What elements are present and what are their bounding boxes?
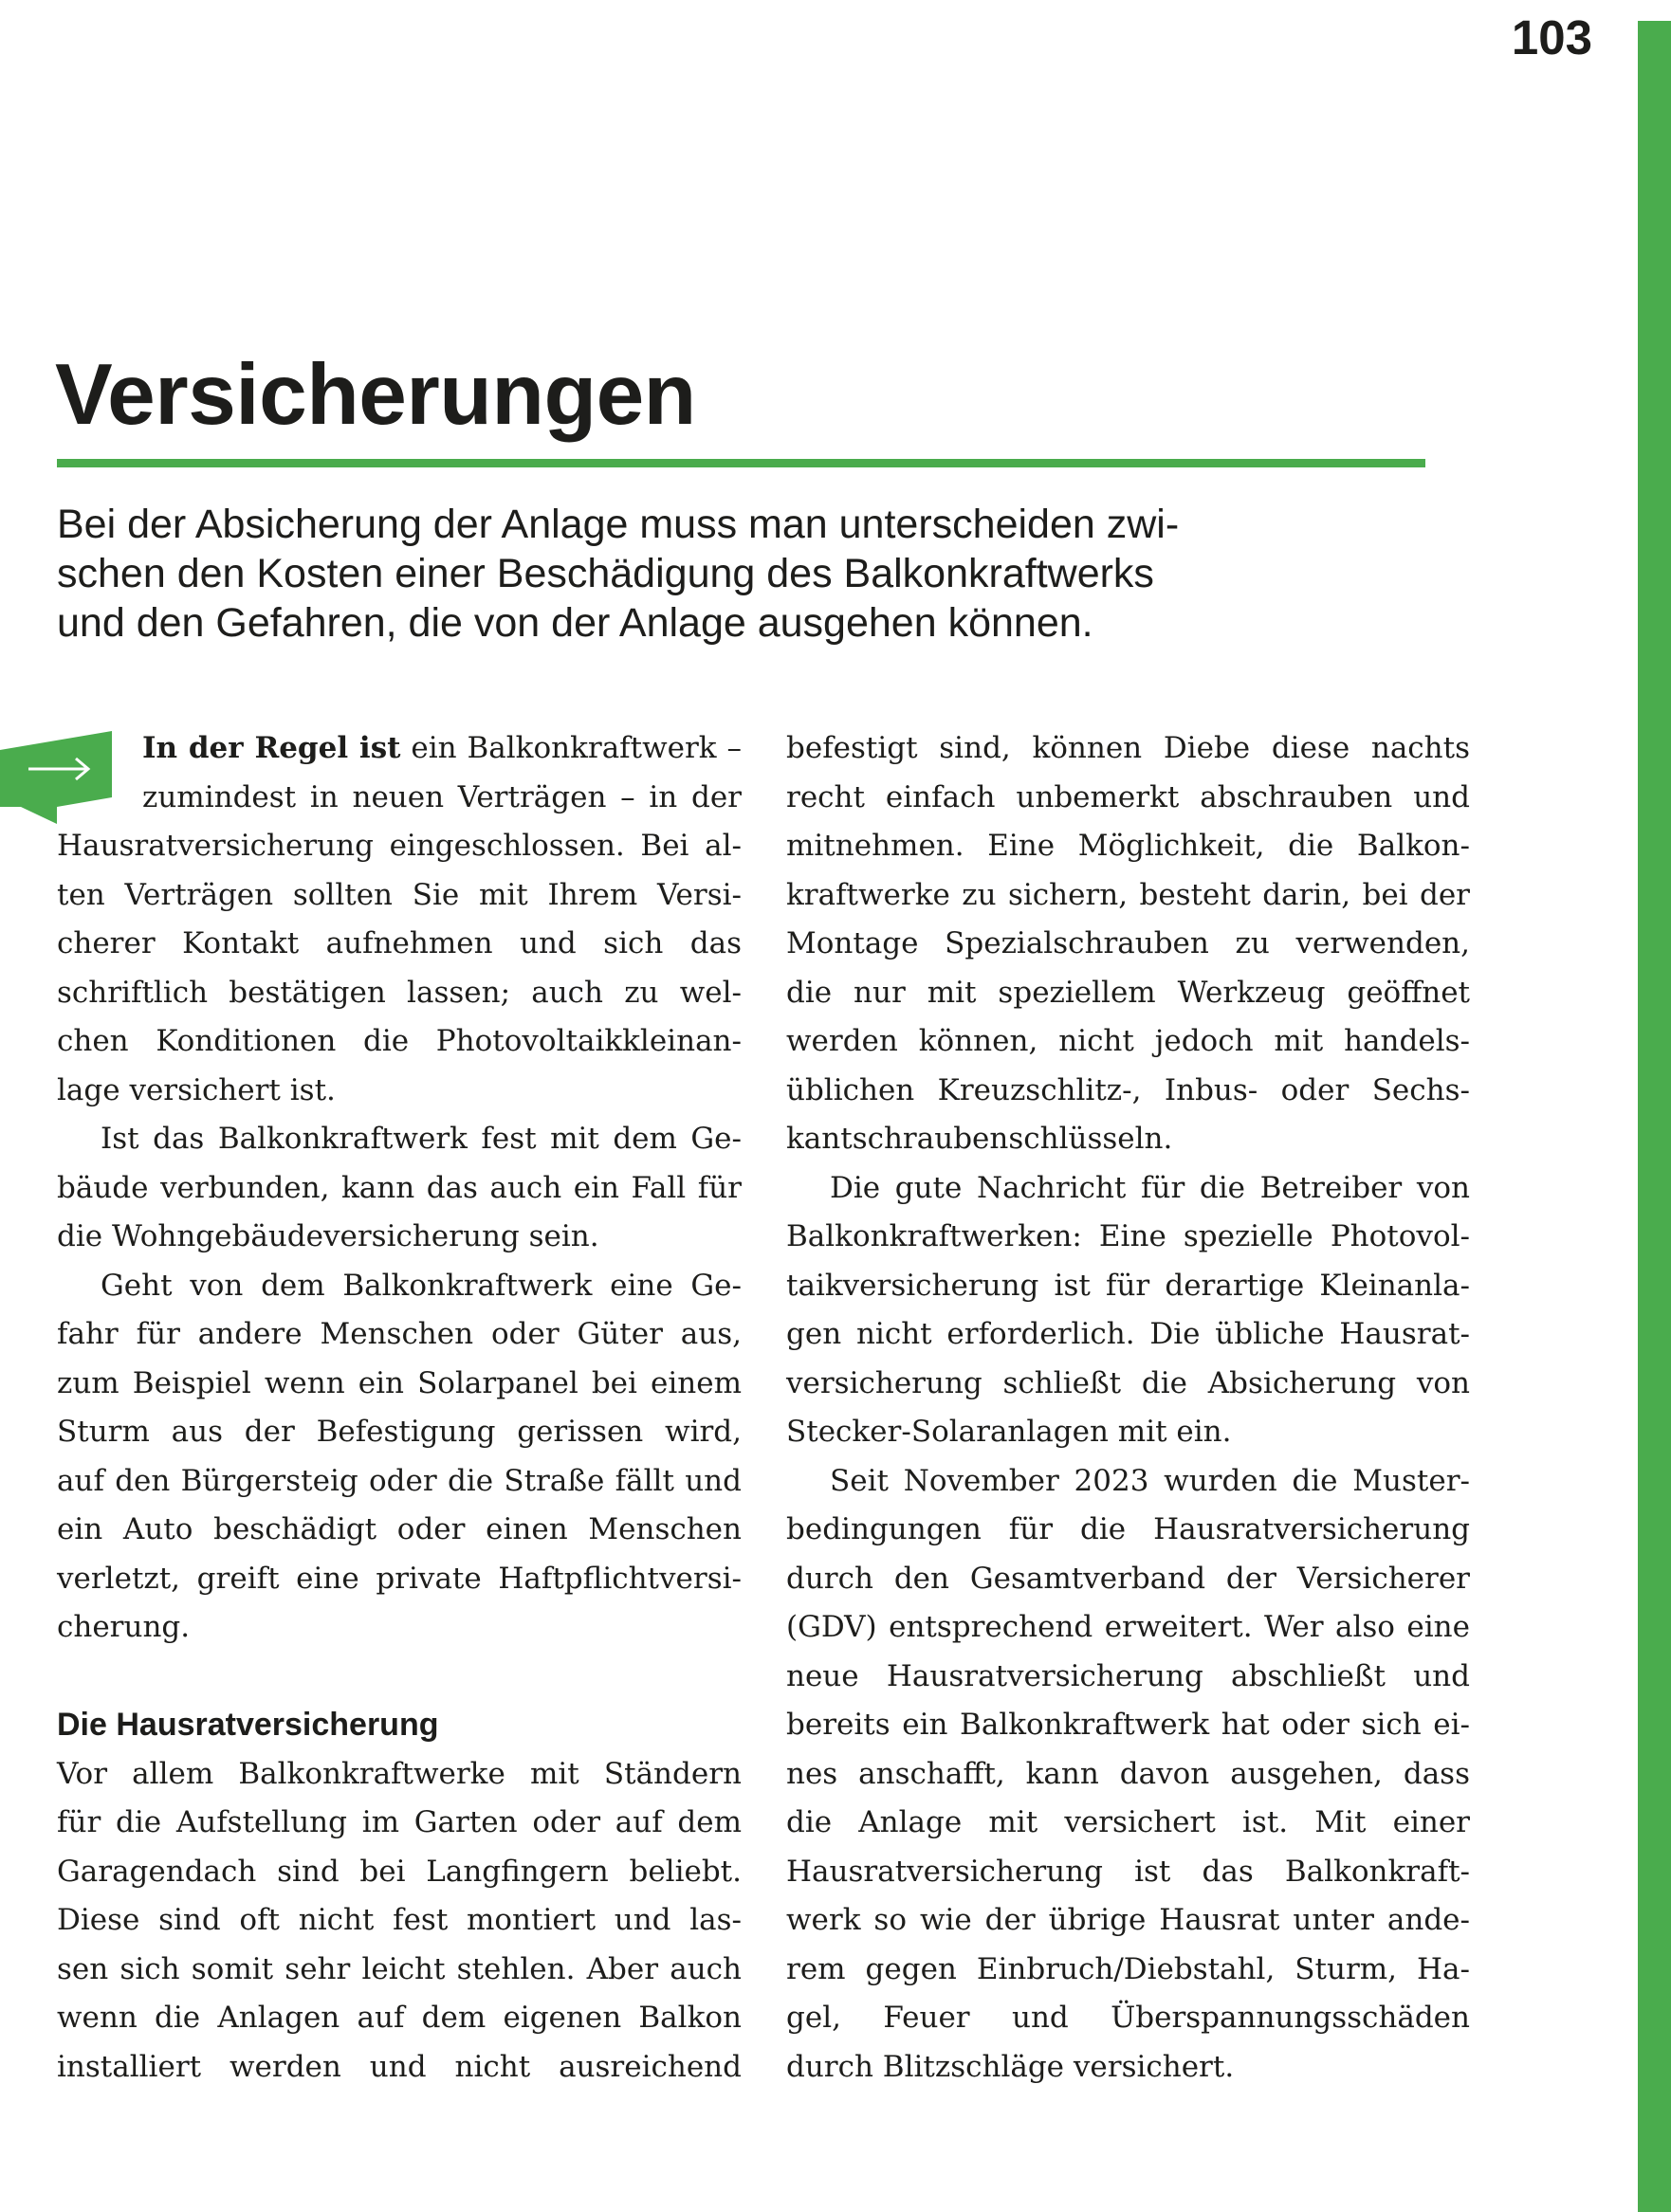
- text-line: Die gute Nachricht für die Betreiber von: [830, 1170, 1470, 1205]
- page-title: Versicherungen: [55, 347, 696, 443]
- text-line: gen nicht erforderlich. Die übliche Hausrat-: [786, 1317, 1470, 1351]
- text-line: [57, 724, 742, 774]
- title-underline: [57, 459, 1425, 467]
- text-line: zum Beispiel wenn ein Solarpanel bei einem: [57, 1365, 742, 1400]
- text-line: wenn die Anlagen auf dem eigenen Balkon: [57, 2001, 742, 2035]
- text-line: ein Auto beschädigt oder einen Menschen: [57, 1512, 742, 1546]
- text-line: Montage Spezialschrauben zu verwenden,: [786, 926, 1470, 960]
- text-line: Stecker-Solaranlagen mit ein.: [786, 1415, 1232, 1449]
- text-line: bereits ein Balkonkraftwerk hat oder sich ei-: [786, 1708, 1470, 1742]
- text-line: bedingungen für die Hausratversicherung: [786, 1512, 1470, 1546]
- lead-line: Bei der Absicherung der Anlage muss man unterscheiden zwi-: [57, 502, 1180, 547]
- text-line: neue Hausratversicherung abschließt und: [786, 1658, 1470, 1693]
- text-line: fahr für andere Menschen oder Güter aus,: [57, 1317, 742, 1351]
- section-subheading: Die Hausratversicherung: [57, 1707, 439, 1743]
- text-line: rem gegen Einbruch/Diebstahl, Sturm, Ha-: [786, 1951, 1470, 1986]
- text-line: durch Blitzschläge versichert.: [786, 2049, 1235, 2084]
- text-line: taikversicherung ist für derartige Kleinanla-: [786, 1268, 1470, 1303]
- text-line: für die Aufstellung im Garten oder auf dem: [57, 1805, 742, 1839]
- text-line: versicherung schließt die Absicherung von: [786, 1365, 1470, 1400]
- lead-paragraph: [57, 500, 1394, 648]
- text-line: verletzt, greift eine private Haftpflichtversi-: [57, 1561, 742, 1596]
- text-line: werden können, nicht jedoch mit handels-: [786, 1024, 1470, 1058]
- text-line: Ist das Balkonkraftwerk fest mit dem Ge-: [101, 1122, 742, 1156]
- text-line: Hausratversicherung ist das Balkonkraft-: [786, 1854, 1470, 1889]
- text-line: ten Verträgen sollten Sie mit Ihrem Versi-: [57, 877, 742, 912]
- text-line: Geht von dem Balkonkraftwerk eine Ge-: [101, 1268, 742, 1303]
- text-line: lage versichert ist.: [57, 1072, 336, 1107]
- text-line: installiert werden und nicht ausreichend: [57, 2049, 742, 2084]
- text-line: recht einfach unbemerkt abschrauben und: [786, 779, 1470, 814]
- page-number: 103: [1511, 10, 1592, 64]
- text-line: chen Konditionen die Photovoltaikkleinan-: [57, 1024, 742, 1058]
- text-line: kantschraubenschlüsseln.: [786, 1122, 1173, 1156]
- text-line: die nur mit speziellem Werkzeug geöffnet: [786, 975, 1470, 1010]
- text-line: werk so wie der übrige Hausrat unter ande-: [786, 1903, 1470, 1937]
- text-line: befestigt sind, können Diebe diese nachts: [786, 731, 1470, 765]
- left-column: [57, 724, 742, 2092]
- green-edge-bar: [1638, 21, 1671, 2212]
- right-column: [786, 724, 1470, 2092]
- text-line: mitnehmen. Eine Möglichkeit, die Balkon-: [786, 829, 1470, 863]
- text-line: (GDV) entsprechend erweitert. Wer also eine: [786, 1610, 1470, 1644]
- text-line: üblichen Kreuzschlitz-, Inbus- oder Sechs-: [786, 1072, 1470, 1107]
- text-line: schriftlich bestätigen lassen; auch zu wel-: [57, 975, 742, 1010]
- text-line: Sturm aus der Befestigung gerissen wird,: [57, 1415, 742, 1449]
- text-line: Vor allem Balkonkraftwerke mit Ständern: [57, 1756, 742, 1791]
- text-line: kraftwerke zu sichern, besteht darin, bei der: [786, 877, 1470, 912]
- text-line: Garagendach sind bei Langfingern beliebt.: [57, 1854, 742, 1889]
- text-line: nes anschafft, kann davon ausgehen, dass: [786, 1756, 1470, 1791]
- lead-line: schen den Kosten einer Beschädigung des Balkonkraftwerks: [57, 551, 1154, 596]
- text-line: Seit November 2023 wurden die Muster-: [830, 1463, 1470, 1498]
- text-line: durch den Gesamtverband der Versicherer: [786, 1561, 1470, 1596]
- text-line: cherung.: [57, 1610, 191, 1644]
- run-in-lead: In der Regel ist: [142, 731, 401, 765]
- text-line: die Wohngebäudeversicherung sein.: [57, 1219, 599, 1253]
- text-line: die Anlage mit versichert ist. Mit einer: [786, 1805, 1470, 1839]
- text-line: Hausratversicherung eingeschlossen. Bei al-: [57, 829, 742, 863]
- text-line: sen sich somit sehr leicht stehlen. Aber auch: [57, 1951, 742, 1986]
- run-in-rest: ein Balkonkraftwerk –: [400, 731, 742, 765]
- lead-line: und den Gefahren, die von der Anlage ausgehen können.: [57, 600, 1093, 646]
- text-line: cherer Kontakt aufnehmen und sich das: [57, 926, 742, 960]
- text-line: auf den Bürgersteig oder die Straße fällt und: [57, 1463, 742, 1498]
- text-line: zumindest in neuen Verträgen – in der: [142, 779, 742, 814]
- text-line: Balkonkraftwerken: Eine spezielle Photovol-: [786, 1219, 1470, 1253]
- text-line: Diese sind oft nicht fest montiert und las-: [57, 1903, 742, 1937]
- text-line: gel, Feuer und Überspannungsschäden: [786, 2001, 1470, 2035]
- paragraph-gap: [57, 1653, 742, 1702]
- text-line: bäude verbunden, kann das auch ein Fall für: [57, 1170, 742, 1205]
